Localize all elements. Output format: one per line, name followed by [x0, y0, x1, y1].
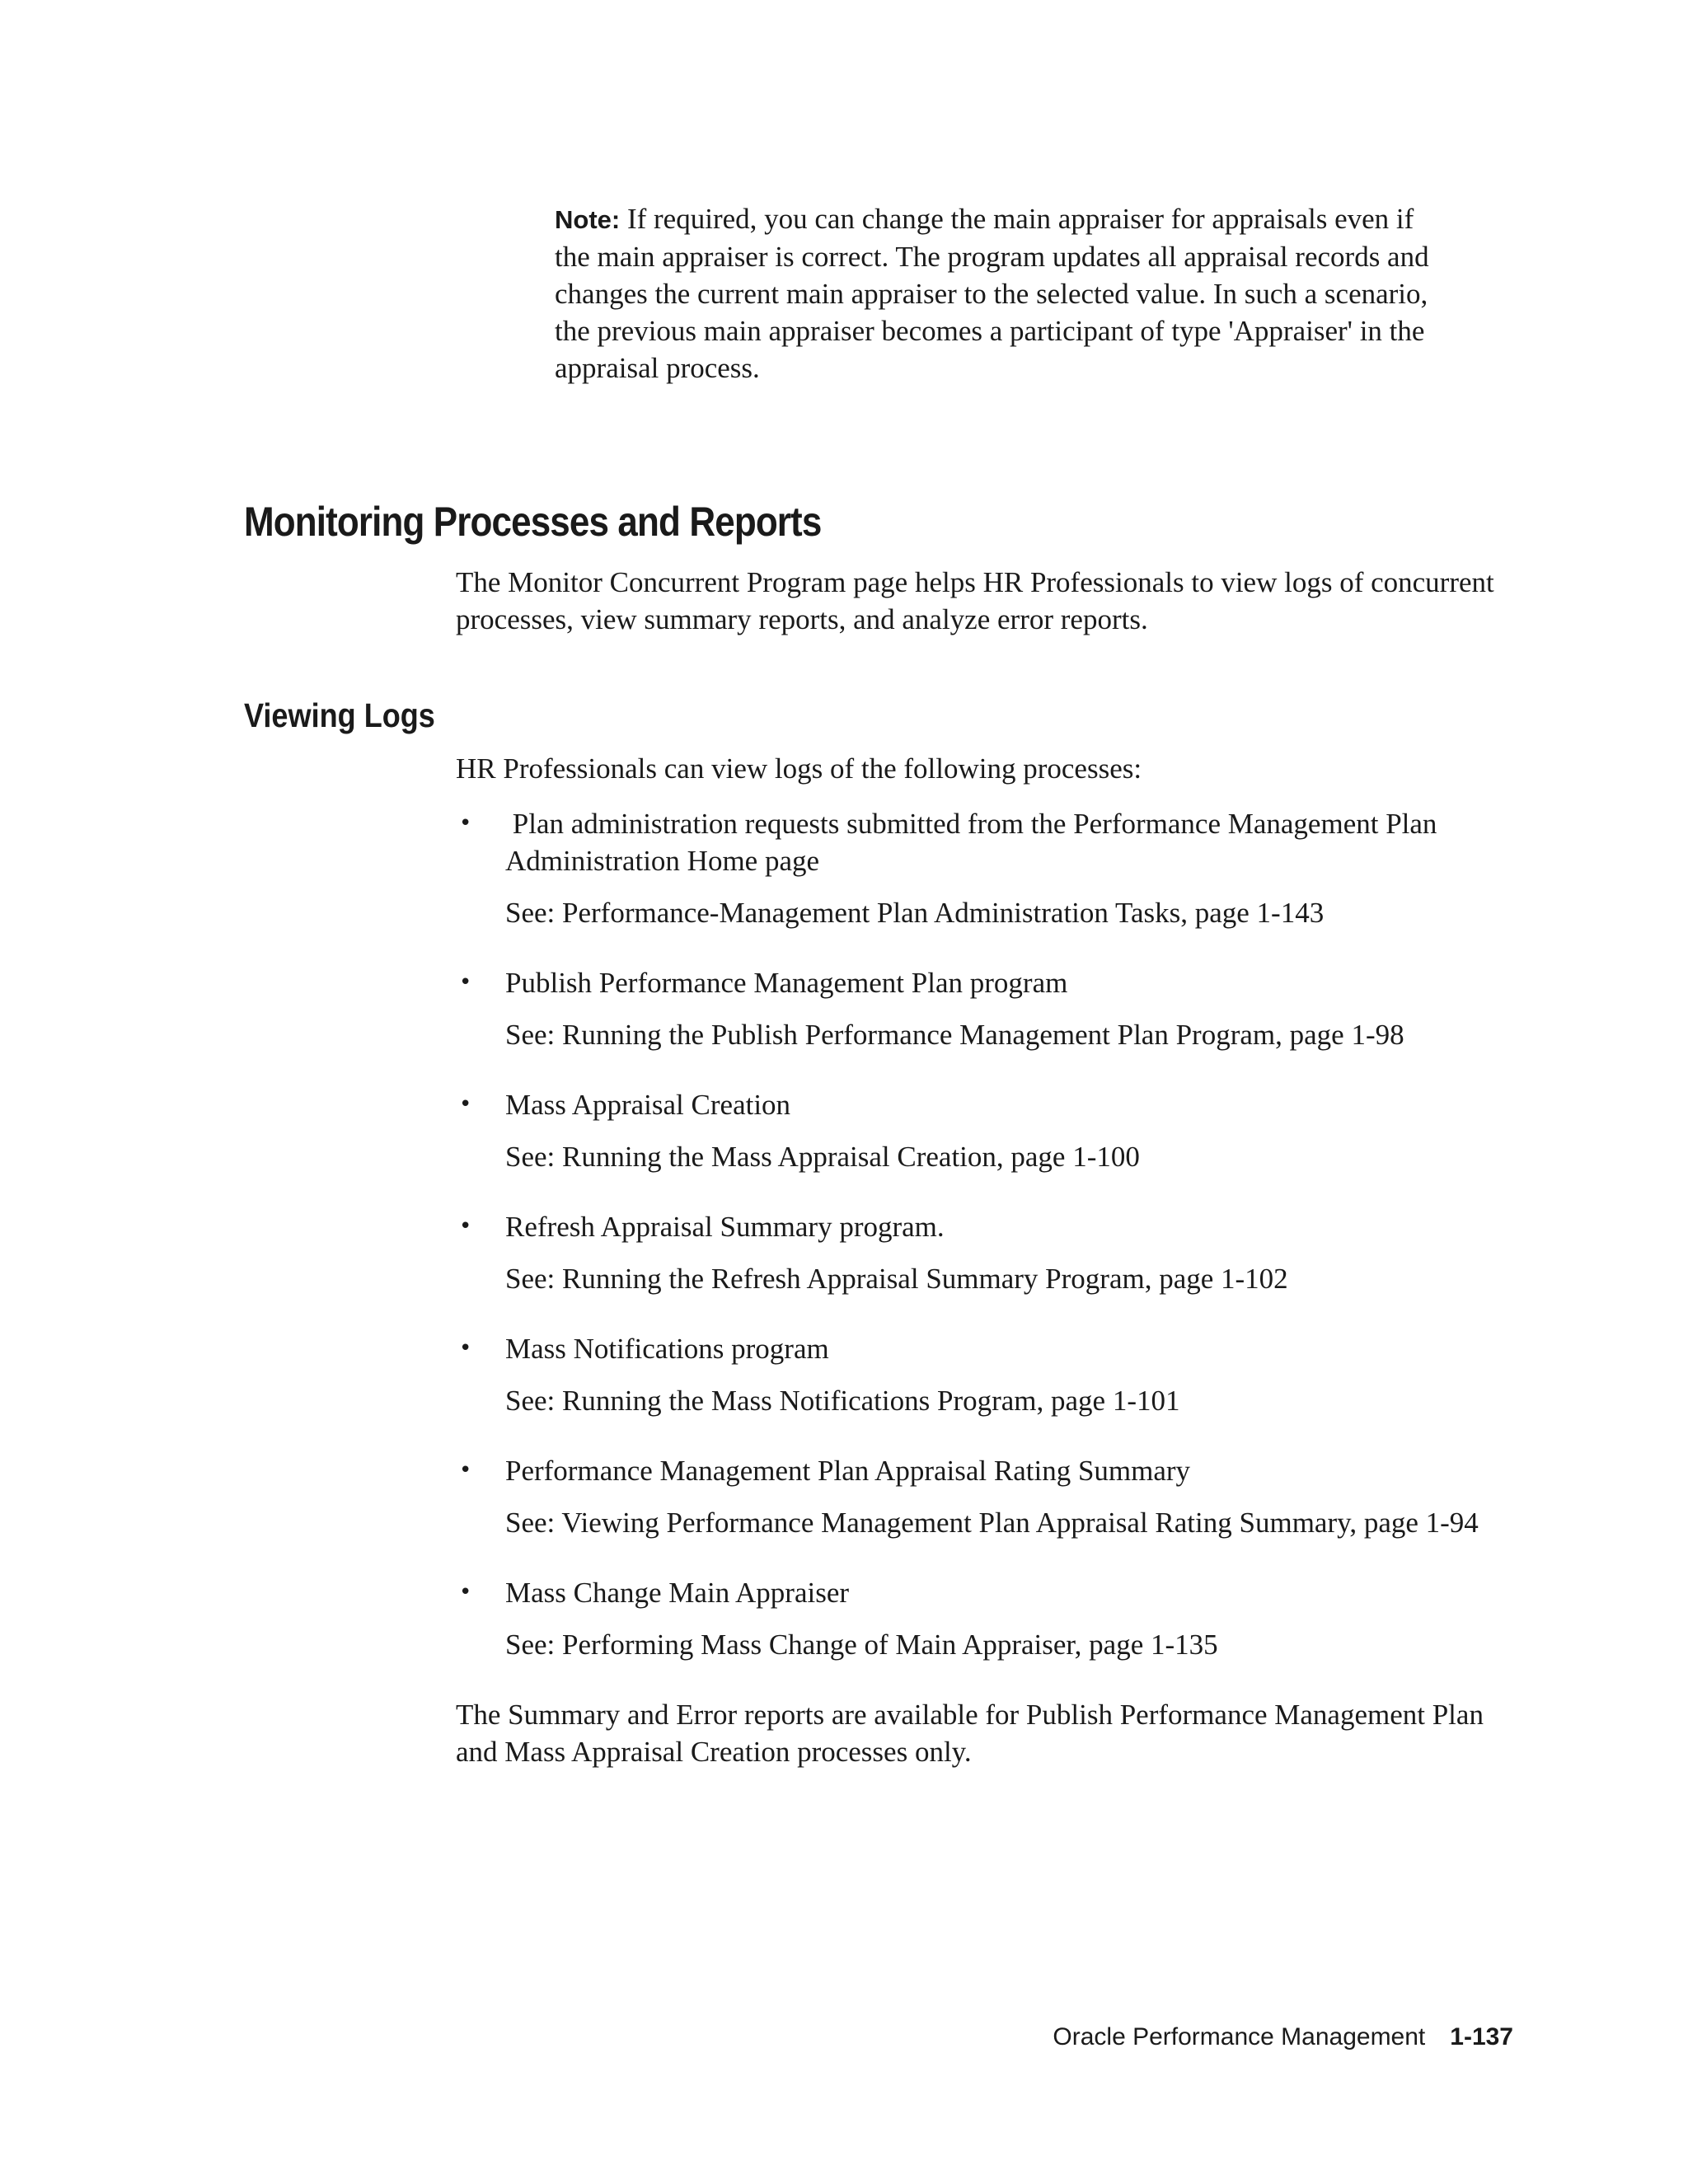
- bullet-icon: •: [459, 1214, 472, 1239]
- page-footer: [1053, 2023, 1513, 2051]
- bullet-icon: •: [459, 970, 472, 995]
- list-item-title: Refresh Appraisal Summary program.: [505, 1211, 945, 1243]
- footer-title: Oracle Performance Management: [1053, 2023, 1426, 2050]
- page-number: 1-137: [1450, 2023, 1513, 2050]
- see-reference-link[interactable]: [505, 1016, 1527, 1053]
- see-link-text[interactable]: See: Running the Refresh Appraisal Summary Program, page 1-102: [505, 1263, 1288, 1295]
- list-item-title: Mass Notifications program: [505, 1333, 829, 1365]
- bullet-icon: •: [459, 1092, 472, 1117]
- note-text: If required, you can change the main appraiser for appraisals even if the main appraiser is correct. The program updates all appraisal records and changes the current main appraiser to the selected value. In such a scenario, the previous main appraiser becomes a participant of type 'Appraiser' in the appraisal process.: [555, 203, 1429, 384]
- closing-paragraph: The Summary and Error reports are available for Publish Performance Management Plan and Mass Appraisal Creation processes only.: [456, 1699, 1484, 1768]
- see-reference-link[interactable]: [505, 1382, 1527, 1419]
- see-reference-link[interactable]: [505, 1504, 1527, 1541]
- list-item-title: Mass Appraisal Creation: [505, 1089, 791, 1121]
- note-label: Note:: [555, 205, 621, 234]
- see-link-text[interactable]: See: Viewing Performance Management Plan Appraisal Rating Summary, page 1-94: [505, 1507, 1479, 1539]
- process-list: [456, 805, 1527, 1696]
- see-reference-link[interactable]: [505, 1138, 1527, 1175]
- section-intro: The Monitor Concurrent Program page helps HR Professionals to view logs of concurrent processes, view summary reports, and analyze error reports.: [456, 566, 1494, 635]
- note-block: [555, 200, 1445, 387]
- see-link-text[interactable]: See: Performance-Management Plan Administration Tasks, page 1-143: [505, 897, 1325, 929]
- see-reference-link[interactable]: [505, 1260, 1527, 1297]
- see-link-text[interactable]: See: Running the Mass Notifications Program, page 1-101: [505, 1385, 1180, 1417]
- see-link-text[interactable]: See: Running the Mass Appraisal Creation, page 1-100: [505, 1141, 1140, 1173]
- bullet-icon: •: [459, 1336, 472, 1361]
- list-item: [456, 1086, 1527, 1175]
- list-item-title: Mass Change Main Appraiser: [505, 1577, 850, 1609]
- see-reference-link[interactable]: [505, 894, 1527, 931]
- list-item: [456, 964, 1527, 1053]
- list-item: [456, 805, 1527, 931]
- list-item: [456, 1452, 1527, 1541]
- list-item-title: Plan administration requests submitted from the Performance Management Plan Administration Home page: [505, 808, 1443, 877]
- list-item: [456, 1208, 1527, 1297]
- see-link-text[interactable]: See: Running the Publish Performance Management Plan Program, page 1-98: [505, 1019, 1404, 1051]
- list-item-title: Publish Performance Management Plan program: [505, 967, 1068, 999]
- see-reference-link[interactable]: [505, 1626, 1527, 1663]
- bullet-icon: •: [459, 811, 472, 836]
- subsection-title: Viewing Logs: [244, 696, 435, 734]
- list-item-title: Performance Management Plan Appraisal Rating Summary: [505, 1455, 1191, 1487]
- list-item: [456, 1574, 1527, 1663]
- section-title: Monitoring Processes and Reports: [244, 499, 822, 545]
- list-item: [456, 1330, 1527, 1419]
- bullet-icon: •: [459, 1458, 472, 1483]
- bullet-icon: •: [459, 1580, 472, 1605]
- subsection-lead: HR Professionals can view logs of the following processes:: [456, 752, 1142, 785]
- see-link-text[interactable]: See: Performing Mass Change of Main Appraiser, page 1-135: [505, 1629, 1218, 1661]
